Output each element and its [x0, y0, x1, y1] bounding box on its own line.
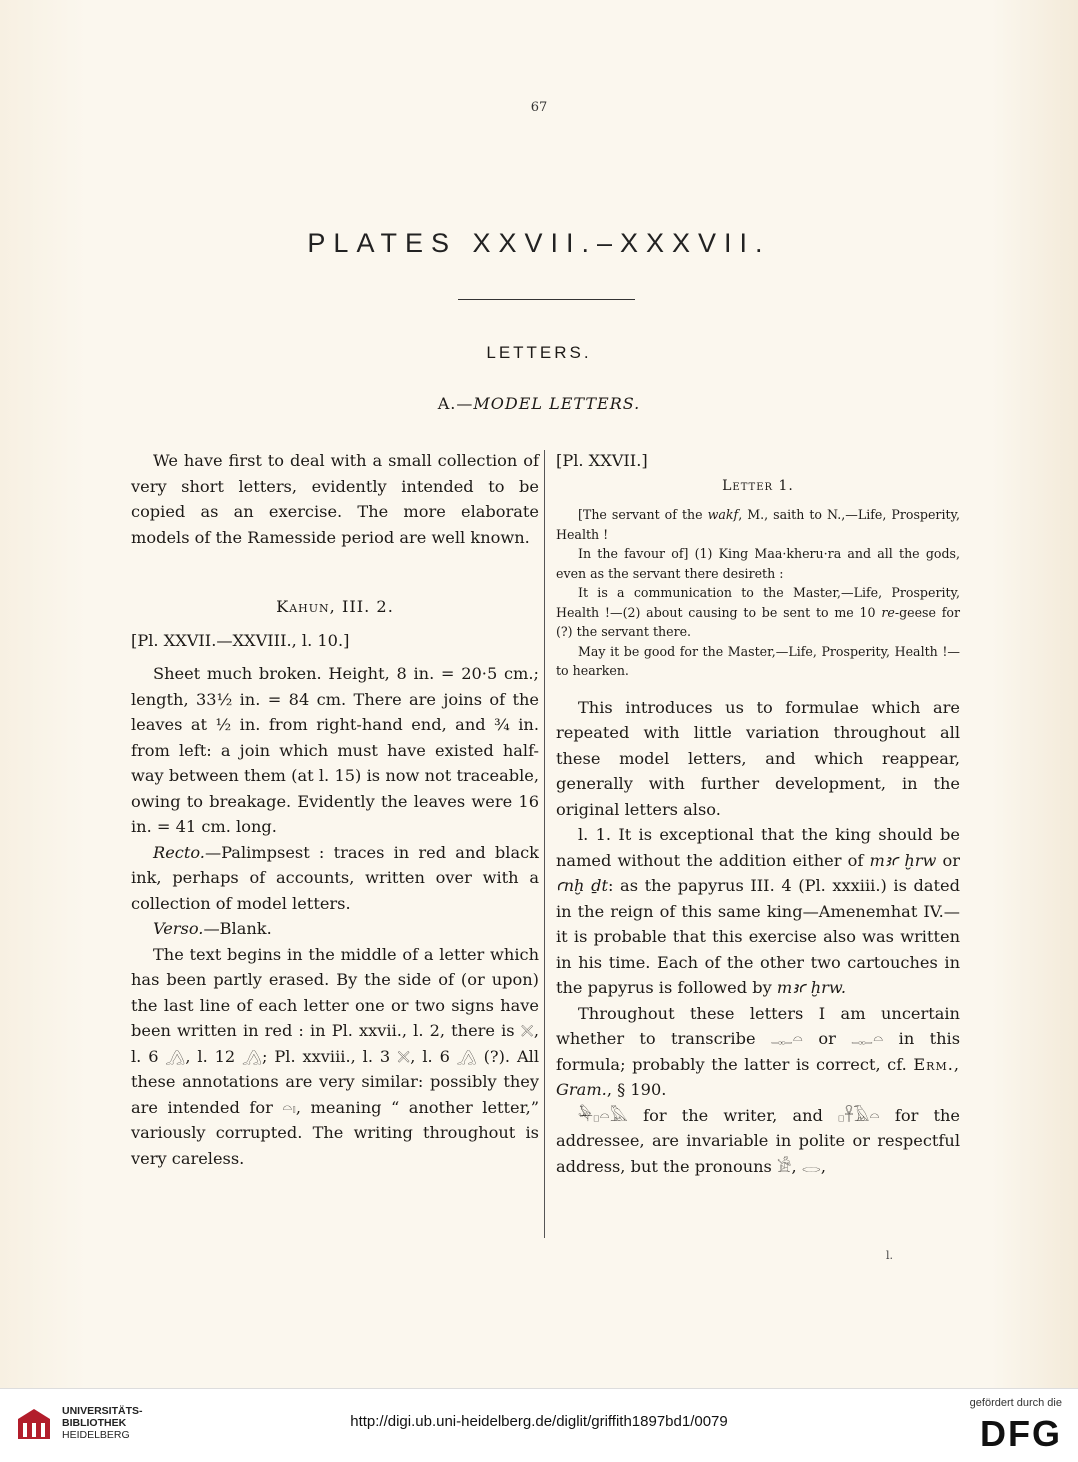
left-column [131, 448, 539, 1171]
verso-label: Verso. [153, 919, 204, 938]
subheading [0, 394, 1078, 413]
sponsor-label: gefördert durch die [969, 1397, 1062, 1409]
plate-reference: [Pl. XXVII.—XXVIII., l. 10.] [131, 630, 350, 650]
footer-bar [0, 1388, 1078, 1462]
footnote-mark: l. [886, 1249, 894, 1262]
plate-reference-right: [Pl. XXVII.] [556, 451, 648, 470]
king-paragraph [556, 822, 960, 1001]
transcribe-a: Throughout these letters I am uncertain whether to transcribe 𓊃𓏏 or 𓊃𓏏 in this formula; probably the latter is correct, cf. [556, 1003, 960, 1074]
pronouns-paragraph: 𓅆𓊪𓏏𓅓 for the writer, and 𓊪𓋹𓄿𓏏 for the addressee, are invariable in polite or respectful address, but the pronouns 𓀀, 𓂋, [556, 1105, 960, 1176]
annotations-paragraph: The text begins in the middle of a letter which has been partly erased. By the side of (or upon) the last line of each letter one or two signs have been written in red : in Pl. xxvii., l. 2, there is 𓏴, l. 6 𓂻, l. 12 𓂻; Pl. xxviii., l. 3 𓏴, l. 6 𓂻 (?). All these annotations are very similar: possibly they are intended for 𓏏𓏤, meaning “ another letter,” variously corrupted. The writing throughout is very careless. [131, 944, 539, 1168]
title-rule [458, 299, 635, 300]
intro-paragraph: We have first to deal with a small collection of very short letters, evidently intended to be copied as an exercise. The more elaborate models of the Ramesside period are well known. [131, 451, 539, 547]
section-heading: LETTERS. [486, 343, 592, 362]
recto-label: Recto. [153, 842, 205, 862]
translation-line-1 [556, 505, 960, 544]
formulae-paragraph: This introduces us to formulae which are repeated with little variation throughout all these model letters, and which reappear, generally with further development, in the original letters also. [556, 697, 960, 819]
translation-3a: It is a communication to the Master,—Life, Prosperity, Health !—(2) about causing to be sent to me 10 [556, 585, 960, 620]
verso-text: —Blank. [203, 919, 272, 938]
king-b: mꜣꜥ ḫrw [869, 850, 937, 870]
source-url-link[interactable]: http://digi.ub.uni-heidelberg.de/diglit/griffith1897bd1/0079 [350, 1413, 728, 1430]
transcribe-b: Erm., [913, 1054, 960, 1074]
institution-line-1: UNIVERSITÄTS- [62, 1405, 143, 1417]
page-title: PLATES XXVII.–XXXVII. [307, 228, 771, 258]
king-c: or [936, 850, 960, 870]
verso-paragraph [131, 916, 539, 942]
king-e: : as the papyrus III. 4 (Pl. xxxiii.) is dated in the reign of this same king—Amenemhat IV.—it is probable that this exercise also was written in his time. Each of the other two cartouches in the papyrus is followed by [556, 876, 960, 997]
transcribe-paragraph [556, 1001, 960, 1103]
transcribe-c: Gram. [556, 1080, 607, 1099]
translation-1c: , M., saith to N.,—Life, Prosperity, Health ! [556, 507, 960, 542]
institution-line-2: BIBLIOTHEK [62, 1417, 127, 1429]
kahun-section-title: Kahun, III. 2. [276, 597, 394, 616]
king-d: ꜥnḫ ḏt [556, 876, 608, 895]
letter-title: Letter 1. [722, 477, 794, 494]
column-divider [544, 450, 545, 1238]
translation-1b: wakf [707, 507, 739, 522]
translation-3b: re [881, 604, 895, 620]
description-paragraph: Sheet much broken. Height, 8 in. = 20·5 cm.; length, 33½ in. = 84 cm. There are joins of the leaves at ½ in. from right-hand end, and ¾ in. from left: a join which must have existed half-way between them (at l. 15) is now not traceable, owing to breakage. Evidently the leaves were 16 in. = 41 cm. long. [131, 664, 539, 836]
translation-3c: -geese for (?) the servant there. [556, 604, 961, 639]
recto-paragraph [131, 840, 539, 917]
right-column [556, 448, 960, 1179]
translation-line-3 [556, 583, 960, 642]
king-a: l. 1. It is exceptional that the king should be named without the addition either of [556, 825, 960, 870]
subheading-prefix: A.— [437, 394, 474, 413]
dfg-logo: DFG [980, 1413, 1062, 1454]
translation-line-4: May it be good for the Master,—Life, Prosperity, Health !—to hearken. [556, 643, 960, 678]
translation-1a: [The servant of the [578, 507, 708, 522]
transcribe-d: , § 190. [606, 1080, 667, 1099]
translation-line-2: In the favour of] (1) King Maa·kheru·ra and all the gods, even as the servant there desireth : [556, 546, 960, 581]
recto-text: —Palimpsest : traces in red and black ink, perhaps of accounts, written over with a collection of model letters. [131, 842, 539, 913]
page-number: 67 [530, 100, 548, 115]
subheading-italic: MODEL LETTERS. [473, 394, 641, 413]
institution-line-3: HEIDELBERG [62, 1429, 130, 1441]
king-f: mꜣꜥ ḫrw. [776, 978, 846, 997]
